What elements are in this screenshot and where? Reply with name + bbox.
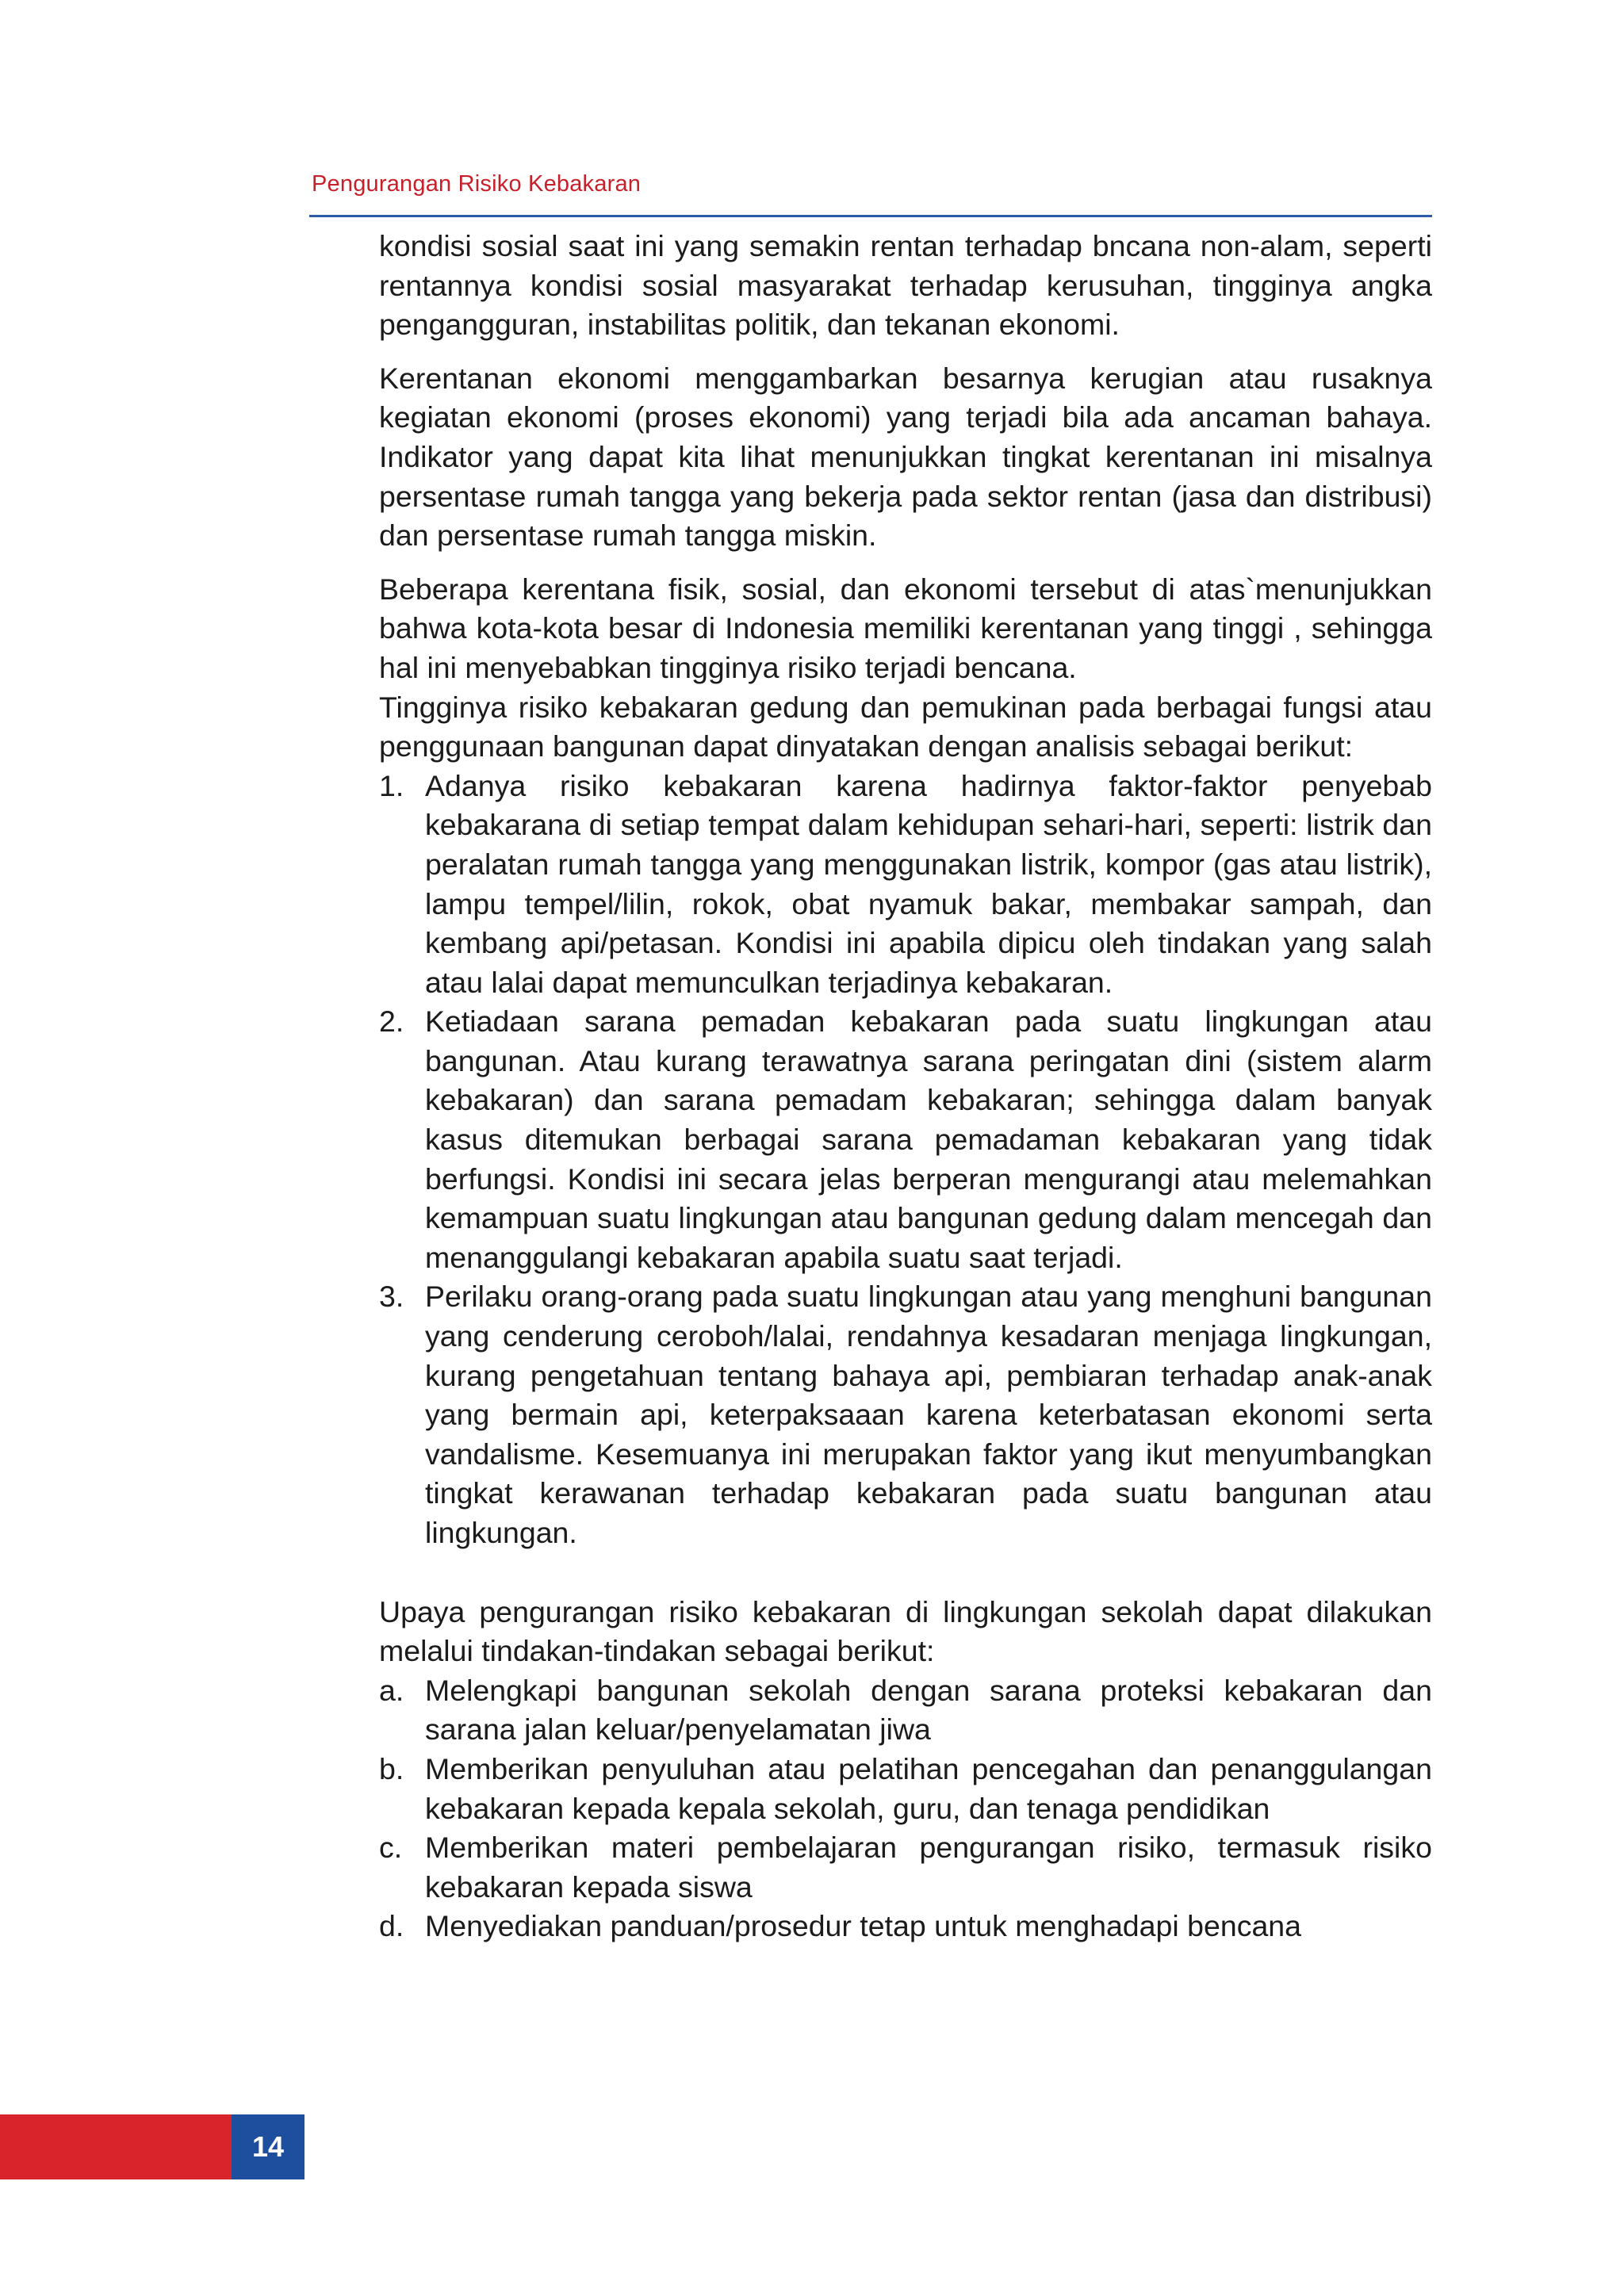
list-item-text: Memberikan penyuluhan atau pelatihan pencegahan dan penanggulangan kebakaran kepada kepala sekolah, guru, dan tenaga pendidikan (425, 1751, 1432, 1825)
numbered-list (379, 767, 1432, 1553)
list-item-text: Menyediakan panduan/prosedur tetap untuk menghadapi bencana (425, 1909, 1302, 1943)
page-content (379, 227, 1432, 1946)
list-item (379, 1828, 1432, 1907)
list-marker: 1. (379, 768, 404, 802)
lettered-list (379, 1671, 1432, 1946)
list-item-text: Melengkapi bangunan sekolah dengan sarana proteksi kebakaran dan sarana jalan keluar/penyelamatan jiwa (425, 1673, 1432, 1747)
list-item-text: Ketiadaan sarana pemadan kebakaran pada suatu lingkungan atau bangunan. Atau kurang terawatnya sarana peringatan dini (sistem alarm kebakaran) dan sarana pemadam kebakaran; sehingga dalam banyak kasus ditemukan berbagai sarana pemadaman kebakaran yang tidak berfungsi. Kondisi ini secara jelas berperan mengurangi atau melemahkan kemampuan suatu lingkungan atau bangunan gedung dalam mencegah dan menanggulangi kebakaran apabila suatu saat terjadi. (425, 1004, 1432, 1274)
list-marker: 2. (379, 1004, 404, 1039)
paragraph-school-efforts: Upaya pengurangan risiko kebakaran di lingkungan sekolah dapat dilakukan melalui tindakan-tindakan sebagai berikut: (379, 1594, 1432, 1668)
list-item (379, 1002, 1432, 1277)
list-marker: b. (379, 1751, 404, 1785)
paragraph-fire-risk-intro: Tingginya risiko kebakaran gedung dan pemukinan pada berbagai fungsi atau penggunaan bangunan dapat dinyatakan dengan analisis sebagai berikut: (379, 690, 1432, 763)
list-item-text: Memberikan materi pembelajaran pengurangan risiko, termasuk risiko kebakaran kepada siswa (425, 1831, 1432, 1904)
list-marker: a. (379, 1673, 404, 1707)
list-marker: 3. (379, 1280, 404, 1314)
list-marker: d. (379, 1909, 404, 1943)
list-marker: c. (379, 1831, 403, 1865)
list-item (379, 1750, 1432, 1828)
paragraph-city-vulnerability: Beberapa kerentana fisik, sosial, dan ekonomi tersebut di atas`menunjukkan bahwa kota-kota besar di Indonesia memiliki kerentanan yang tinggi , sehingga hal ini menyebabkan tingginya risiko terjadi bencana. (379, 572, 1432, 684)
list-item (379, 1907, 1432, 1946)
list-item (379, 1277, 1432, 1552)
list-item (379, 767, 1432, 1003)
paragraph-social-vulnerability: kondisi sosial saat ini yang semakin rentan terhadap bncana non-alam, seperti rentannya kondisi sosial masyarakat terhadap kerusuhan, tingginya angka pengangguran, instabilitas politik, dan tekanan ekonomi. (379, 229, 1432, 342)
list-item-text: Perilaku orang-orang pada suatu lingkungan atau yang menghuni bangunan yang cenderung ceroboh/lalai, rendahnya kesadaran menjaga lingkungan, kurang pengetahuan tentang bahaya api, pembiaran terhadap anak-anak yang bermain api, keterpaksaaan karena keterbatasan ekonomi serta vandalisme. Kesemuanya ini merupakan faktor yang ikut menyumbangkan tingkat kerawanan terhadap kebakaran pada suatu bangunan atau lingkungan. (425, 1280, 1432, 1549)
running-header: Pengurangan Risiko Kebakaran (312, 171, 642, 197)
page-number: 14 (232, 2114, 304, 2179)
list-item (379, 1671, 1432, 1750)
list-item-text: Adanya risiko kebakaran karena hadirnya faktor-faktor penyebab kebakarana di setiap tempat dalam kehidupan sehari-hari, seperti: listrik dan peralatan rumah tangga yang menggunakan listrik, kompor (gas atau listrik), lampu tempel/lilin, rokok, obat nyamuk bakar, membakar sampah, dan kembang api/petasan. Kondisi ini apabila dipicu oleh tindakan yang salah atau lalai dapat memunculkan terjadinya kebakaran. (425, 768, 1432, 999)
footer-color-bar (0, 2114, 232, 2179)
header-rule (309, 215, 1432, 217)
paragraph-economic-vulnerability: Kerentanan ekonomi menggambarkan besarnya kerugian atau rusaknya kegiatan ekonomi (proses ekonomi) yang terjadi bila ada ancaman bahaya. Indikator yang dapat kita lihat menunjukkan tingkat kerentanan ini misalnya persentase rumah tangga yang bekerja pada sektor rentan (jasa dan distribusi) dan persentase rumah tangga miskin. (379, 361, 1432, 553)
